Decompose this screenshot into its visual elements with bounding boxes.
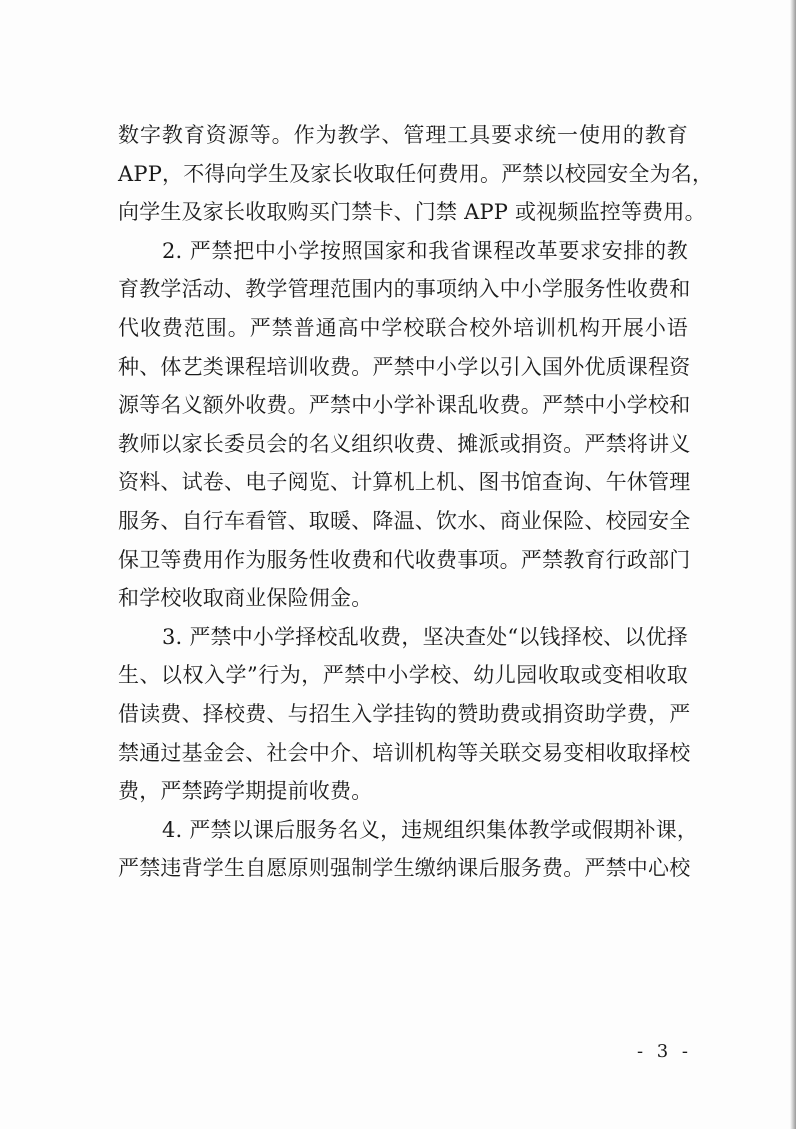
text-line: 和学校收取商业保险佣金。: [118, 586, 373, 611]
body-text: [118, 116, 714, 888]
text-line: 育教学活动、教学管理范围内的事项纳入中小学服务性收费和: [118, 277, 691, 302]
paragraph-4-start: 4. 严禁以课后服务名义，违规组织集体教学或假期补课，: [162, 817, 699, 842]
text-line: 保卫等费用作为服务性收费和代收费事项。严禁教育行政部门: [118, 547, 691, 572]
text-line: 资料、试卷、电子阅览、计算机上机、图书馆查询、午休管理: [118, 470, 691, 495]
text-line: 费，严禁跨学期提前收费。: [118, 779, 373, 804]
page-number: - 3 -: [636, 1041, 692, 1062]
text-line: 生、以权入学”行为，严禁中小学校、幼儿园收取或变相收取: [118, 663, 688, 688]
text-line: 源等名义额外收费。严禁中小学补课乱收费。严禁中小学校和: [118, 393, 691, 418]
paragraph-3-start: 3. 严禁中小学择校乱收费，坚决查处“以钱择校、以优择: [162, 624, 688, 649]
text-line: 严禁违背学生自愿原则强制学生缴纳课后服务费。严禁中心校: [118, 856, 691, 881]
text-line: 服务、自行车看管、取暖、降温、饮水、商业保险、校园安全: [118, 508, 691, 533]
scan-edge-shadow: [790, 0, 796, 1129]
text-line: 向学生及家长收取购买门禁卡、门禁 APP 或视频监控等费用。: [118, 200, 706, 225]
text-line: 借读费、择校费、与招生入学挂钩的赞助费或捐资助学费，严: [118, 701, 691, 726]
text-line: 教师以家长委员会的名义组织收费、摊派或捐资。严禁将讲义: [118, 431, 691, 456]
text-line: APP，不得向学生及家长收取任何费用。严禁以校园安全为名，: [118, 161, 714, 186]
text-line: 种、体艺类课程培训收费。严禁中小学以引入国外优质课程资: [118, 354, 691, 379]
text-line: 代收费范围。严禁普通高中学校联合校外培训机构开展小语: [118, 315, 688, 340]
paragraph-2-start: 2. 严禁把中小学按照国家和我省课程改革要求安排的教: [162, 238, 688, 263]
text-line: 数字教育资源等。作为教学、管理工具要求统一使用的教育: [118, 123, 688, 147]
text-line: 禁通过基金会、社会中介、培训机构等关联交易变相收取择校: [118, 740, 691, 765]
